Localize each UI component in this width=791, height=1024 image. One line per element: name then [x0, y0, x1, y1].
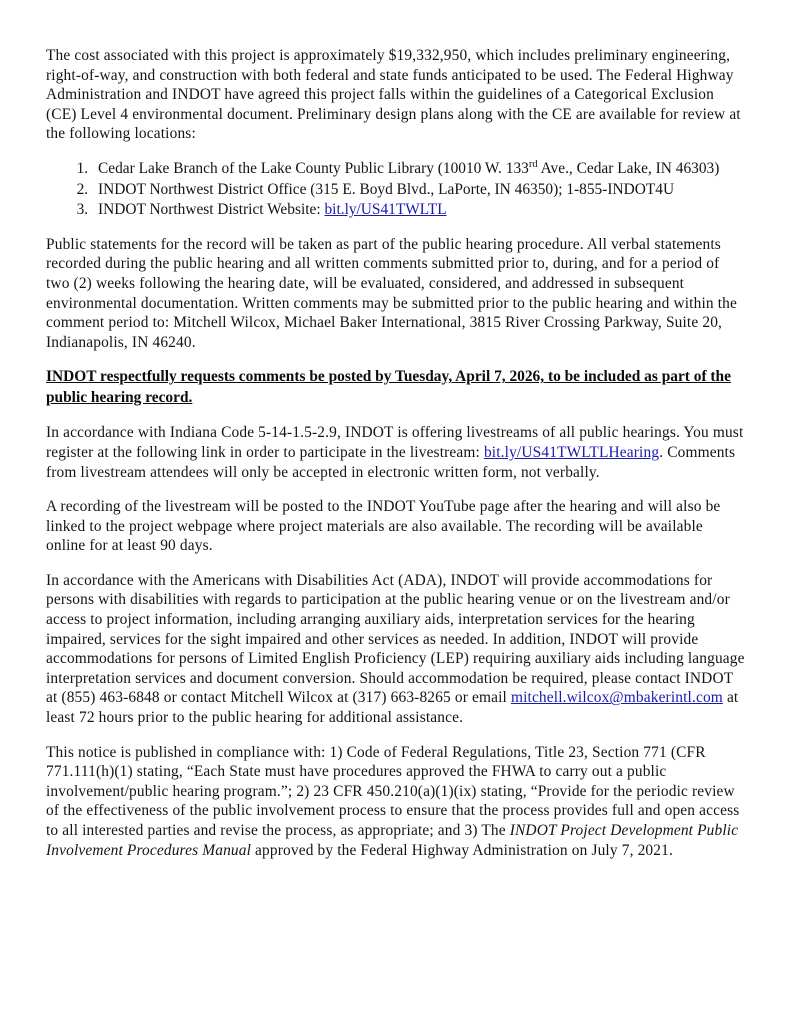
paragraph-recording: A recording of the livestream will be posted to the INDOT YouTube page after the hearing and will also be linked to the project webpage where project materials are also available. The recording will be available online for at least 90 days. [46, 498, 721, 555]
list-item [92, 159, 746, 179]
compliance-text-part1: This notice is published in compliance with: 1) Code of Federal Regulations, Title 23, Section 771 (CFR 771.111(h)(1) stating, “Each State must have procedures approved the FHWA to carry out a public involvement/public hearing program.”; 2) 23 CFR 450.210(a)(1)(ix) stating, “Provide for the periodic review of the effectiveness of the public involvement process to ensure that the process provides full and open access to all interested parties and revise the process, as appropriate; and 3) The [46, 743, 740, 839]
location-3-text: INDOT Northwest District Website: [98, 201, 325, 219]
ada-text-tail: at least 72 hours prior to the public hearing for additional assistance. [46, 689, 739, 727]
compliance-manual-title: INDOT Project Development Public Involvement Procedures Manual [46, 822, 739, 859]
review-locations-list [46, 159, 746, 220]
compliance-text-part2: approved by the Federal Highway Administration on July 7, 2021. [251, 841, 673, 859]
location-1-text-after: Ave., Cedar Lake, IN 46303) [537, 159, 720, 177]
livestream-text-tail: . Comments from livestream attendees will only be accepted in electronic written form, not verbally. [46, 443, 736, 481]
paragraph-ada-accommodations [46, 571, 746, 728]
list-item [92, 180, 746, 200]
ordinal-superscript: rd [528, 158, 538, 170]
livestream-registration-link[interactable]: bit.ly/US41TWLTLHearing [483, 443, 660, 461]
paragraph-comment-deadline: INDOT respectfully requests comments be posted by Tuesday, April 7, 2026, to be included as part of the public hearing record. [46, 368, 731, 406]
document-body [46, 46, 746, 875]
paragraph-project-cost: The cost associated with this project is approximately $19,332,950, which includes preliminary engineering, right-of-way, and construction with both federal and state funds anticipated to be used. The Federal Highway Administration and INDOT have agreed this project falls within the guidelines of a Categorical Exclusion (CE) Level 4 environmental document. Preliminary design plans along with the CE are available for review at the following locations: [46, 47, 741, 143]
contact-email-link[interactable]: mitchell.wilcox@mbakerintl.com [510, 689, 723, 707]
paragraph-compliance [46, 743, 746, 861]
list-item [92, 200, 746, 220]
paragraph-public-statements: Public statements for the record will be taken as part of the public hearing procedure. All verbal statements recorded during the public hearing and all written comments submitted prior to, during, and for a period of two (2) weeks following the hearing date, will be evaluated, considered, and addressed in subsequent environmental documentation. Written comments may be submitted prior to the public hearing and within the comment period to: Mitchell Wilcox, Michael Baker International, 3815 River Crossing Parkway, Suite 20, Indianapolis, IN 46240. [46, 235, 738, 351]
district-website-link[interactable]: bit.ly/US41TWLTL [324, 201, 447, 219]
ada-text-lead: In accordance with the Americans with Disabilities Act (ADA), INDOT will provide accommodations for persons with disabilities with regards to participation at the public hearing venue or on the livestream and/or access to project information, including arranging auxiliary aids, interpretation services for the hearing impaired, services for the sight impaired and other services as needed. In addition, INDOT will provide accommodations for persons of Limited English Proficiency (LEP) requiring auxiliary aids including language interpretation services and document conversion. Should accommodation be required, please contact INDOT at (855) 463-6848 or contact Mitchell Wilcox at (317) 663-8265 or email [46, 571, 745, 707]
location-2-text: INDOT Northwest District Office (315 E. Boyd Blvd., LaPorte, IN 46350); 1-855-INDOT4U [98, 180, 675, 198]
paragraph-livestream [46, 423, 746, 482]
location-1-text-before: Cedar Lake Branch of the Lake County Public Library (10010 W. 133 [98, 159, 529, 177]
livestream-text-lead: In accordance with Indiana Code 5-14-1.5-2.9, INDOT is offering livestreams of all public hearings. You must register at the following link in order to participate in the livestream: [46, 424, 744, 461]
